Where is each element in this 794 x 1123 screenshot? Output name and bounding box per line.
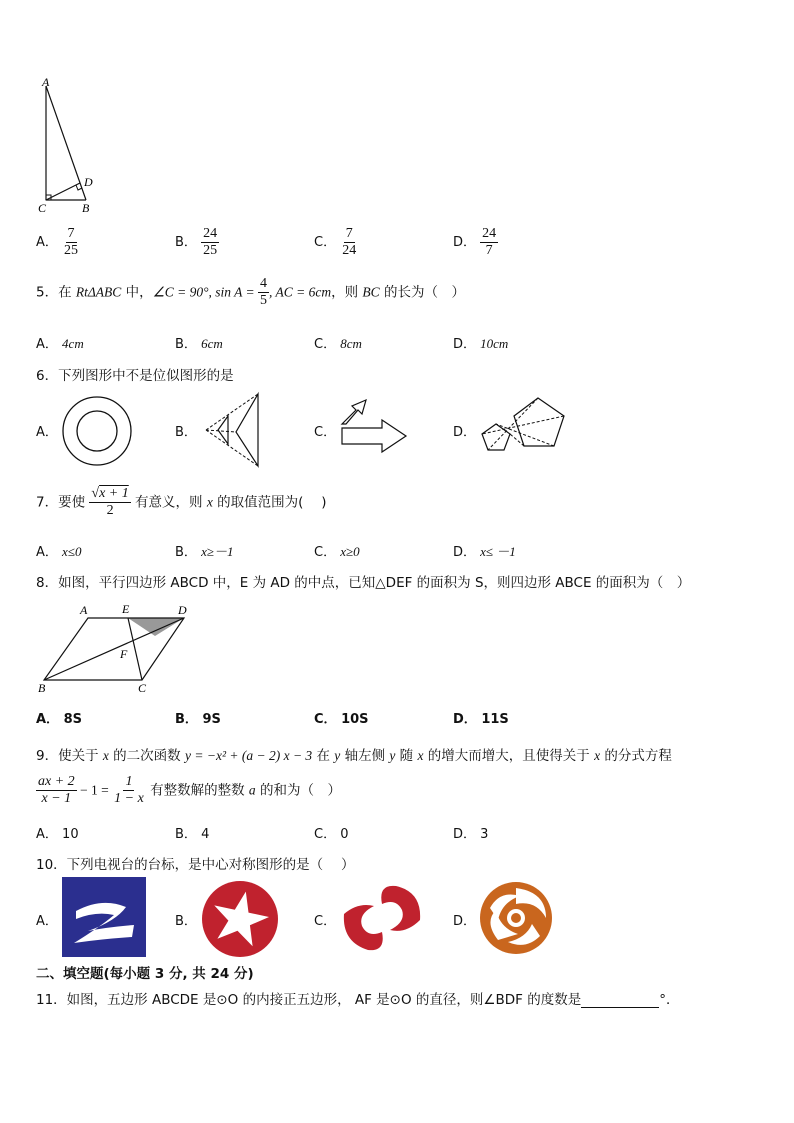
q10-label-c[interactable]: C． [314, 914, 337, 929]
q6-label-b[interactable]: B． [175, 425, 197, 440]
q10-label-b[interactable]: B． [175, 914, 197, 929]
label-B: B [82, 201, 90, 215]
right-triangle-figure [36, 78, 106, 218]
q6-figure-b [200, 390, 270, 470]
tv-logo-b [200, 879, 280, 959]
q5-option-d[interactable]: D． 10cm [453, 336, 509, 352]
q9-option-b[interactable]: B． 4 [175, 827, 210, 842]
q8-option-a[interactable]: A． 8S [36, 712, 83, 727]
label-D: D [178, 603, 187, 617]
q4-option-d[interactable]: D． $\frac{24}{7}$ [453, 226, 497, 258]
q6-figure-d-pentagons [474, 392, 574, 464]
q11-stem: 11．如图，五边形 ABCDE 是⊙O 的内接正五边形， AF 是⊙O 的直径，则∠BDF 的度数是 °． [36, 992, 680, 1008]
q7-option-a[interactable]: A． x≤0 [36, 544, 82, 560]
q8-option-c[interactable]: C． 10S [314, 712, 369, 727]
q6-label-a[interactable]: A． [36, 425, 58, 440]
tv-logo-a [62, 877, 146, 957]
q11-answer-blank[interactable] [581, 993, 659, 1008]
q9-option-c[interactable]: C． 0 [314, 827, 349, 842]
q6-label-c[interactable]: C． [314, 425, 337, 440]
q10-stem: 10．下列电视台的台标，是中心对称图形的是（ ） [36, 857, 355, 873]
q6-stem: 6．下列图形中不是位似图形的是 [36, 368, 234, 384]
q9-option-a[interactable]: A． 10 [36, 827, 79, 842]
q5-option-c[interactable]: C． 8cm [314, 336, 362, 352]
q5-option-b[interactable]: B． 6cm [175, 336, 223, 352]
q4-option-b[interactable]: B． $\frac{24}{25}$ [175, 226, 218, 258]
label-D: D [84, 175, 93, 189]
q8-option-b[interactable]: B． 9S [175, 712, 221, 727]
q8-stem: 8．如图，平行四边形 ABCD 中，E 为 AD 的中点，已知△DEF 的面积为 S，则四边形 ABCE 的面积为（ ） [36, 575, 691, 591]
tv-logo-c [338, 880, 426, 956]
q9-stem-line1: 9．使关于 x 的二次函数 y = −x² + (a − 2) x − 3 在 y 轴左侧 y 随 x 的增大而增大，且使得关于 x 的分式方程 [36, 748, 672, 764]
q7-option-d[interactable]: D． x≤ －1 [453, 544, 516, 560]
label-C: C [138, 681, 147, 695]
q4-option-c[interactable]: C． $\frac{7}{24}$ [314, 226, 357, 258]
section-2-title: 二、填空题(每小题 3 分, 共 24 分) [36, 966, 254, 982]
q7-option-b[interactable]: B． x≥－1 [175, 544, 234, 560]
label-E: E [122, 602, 130, 616]
q4-option-a[interactable]: A． $\frac{7}{25}$ [36, 226, 79, 258]
q10-label-a[interactable]: A． [36, 914, 58, 929]
label-A: A [42, 78, 50, 89]
q6-label-d[interactable]: D． [453, 425, 477, 440]
q9-stem-line2: $\frac{ax + 2}{x - 1}$ − 1 = $\frac{1}{1 - x}$ 有整数解的整数 a 的和为（ ） [38, 774, 341, 806]
q6-figure-c-arrows [338, 394, 412, 458]
label-A: A [80, 603, 88, 617]
q9-option-d[interactable]: D． 3 [453, 827, 489, 842]
q7-stem: 7．要使 $\frac{√x + 1}{2}$ 有意义，则 x 的取值范围为( ) [36, 486, 327, 518]
label-B: B [38, 681, 46, 695]
q5-stem: 5．在 RtΔABC 中，∠C = 90°, sin A = $\frac{4}{5}$ , AC = 6cm，则 BC 的长为（ ） [36, 276, 465, 308]
tv-logo-d [476, 878, 556, 958]
q7-option-c[interactable]: C． x≥0 [314, 544, 360, 560]
q5-option-a[interactable]: A． 4cm [36, 336, 84, 352]
q8-parallelogram-figure [36, 598, 196, 696]
q10-label-d[interactable]: D． [453, 914, 477, 929]
q6-figure-a-ring [60, 394, 134, 468]
label-F: F [120, 647, 128, 661]
label-C: C [38, 201, 47, 215]
q8-option-d[interactable]: D． 11S [453, 712, 509, 727]
